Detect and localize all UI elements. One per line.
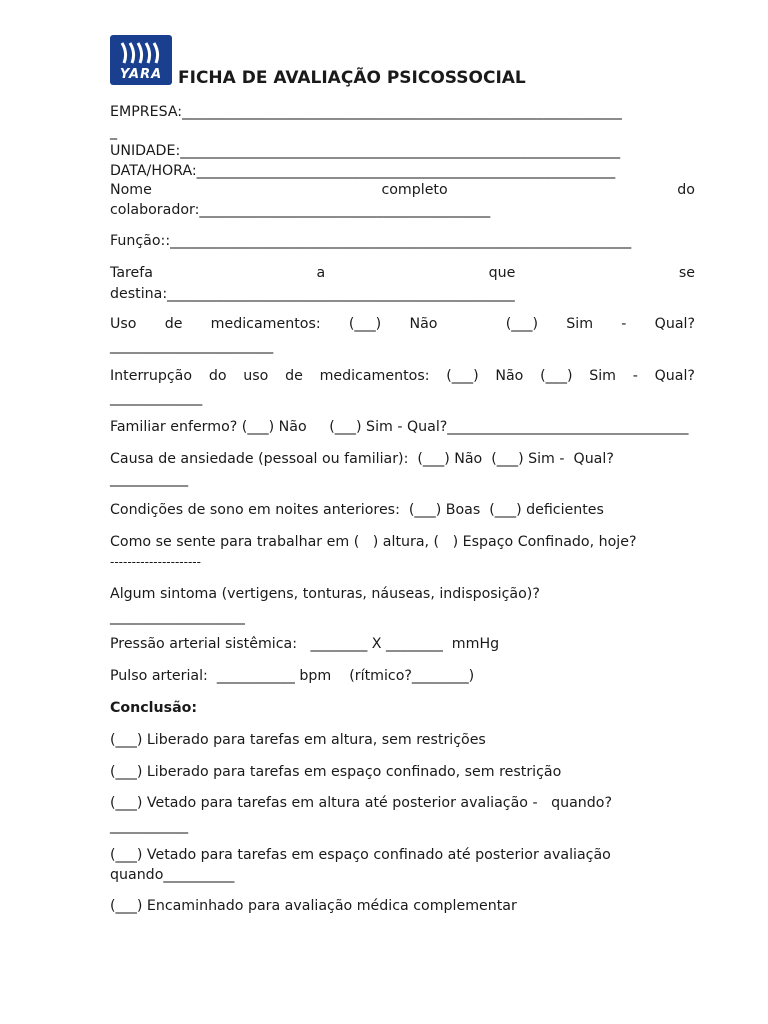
interrupcao-word: de (285, 368, 303, 384)
medicamentos-word: Não (409, 316, 438, 332)
familiar-enfermo-field[interactable]: Familiar enfermo? (___) Não (___) Sim - Qual?__________________________________ (110, 419, 689, 435)
yara-logo (110, 35, 172, 85)
interrupcao-sim-checkbox[interactable]: (___) (540, 368, 573, 384)
medicamentos-word: Uso (110, 316, 137, 332)
tarefa-word: a (316, 265, 326, 281)
logo-text: YARA (119, 67, 163, 82)
interrupcao-qual-field[interactable]: _____________ (110, 390, 203, 406)
data-hora-field[interactable]: DATA/HORA:___________________________________________________________ (110, 163, 616, 179)
medicamentos-word: - (621, 316, 627, 332)
unidade-field[interactable]: UNIDADE:______________________________________________________________ (110, 143, 621, 159)
medicamentos-nao-checkbox[interactable]: (___) (348, 316, 382, 332)
conclusao-item[interactable]: (___) Liberado para tarefas em espaço confinado, sem restrição (110, 764, 562, 780)
interrupcao-word: Interrupção (110, 368, 193, 384)
empresa-continuation: _ (110, 124, 118, 140)
interrupcao-word: Qual? (654, 368, 695, 384)
sente-answer-line[interactable]: --------------------- (110, 555, 201, 569)
medicamentos-word: medicamentos: (210, 316, 321, 332)
interrupcao-nao-checkbox[interactable]: (___) (446, 368, 479, 384)
interrupcao-word: Sim (589, 368, 617, 384)
conclusao-item[interactable]: (___) Vetado para tarefas em altura até posterior avaliação - quando? (110, 795, 613, 811)
interrupcao-word: Não (495, 368, 524, 384)
interrupcao-word: medicamentos: (319, 368, 430, 384)
interrupcao-line (110, 366, 695, 386)
conclusao-item[interactable]: (___) Liberado para tarefas em altura, sem restrições (110, 732, 486, 748)
medicamentos-word: de (164, 316, 183, 332)
conclusao-item[interactable]: (___) Encaminhado para avaliação médica complementar (110, 898, 517, 914)
colaborador-field[interactable]: colaborador:_________________________________________ (110, 202, 491, 218)
page-title: FICHA DE AVALIAÇÃO PSICOSSOCIAL (178, 68, 526, 88)
medicamentos-word: Sim (566, 316, 594, 332)
medicamentos-sim-checkbox[interactable]: (___) (505, 316, 539, 332)
nome-word: do (677, 182, 695, 198)
ansiedade-qual-field[interactable]: ___________ (110, 471, 189, 487)
conclusao-quando-line[interactable]: quando__________ (110, 867, 235, 883)
nome-word: completo (381, 182, 448, 198)
tarefa-word: se (678, 265, 695, 281)
conclusao-quando-line[interactable]: ___________ (110, 818, 189, 834)
medicamentos-word: Qual? (654, 316, 695, 332)
tarefa-word: que (488, 265, 516, 281)
nome-word: Nome (110, 182, 152, 198)
tarefa-line (110, 263, 695, 283)
interrupcao-word: uso (243, 368, 269, 384)
medicamentos-qual-field[interactable]: _______________________ (110, 338, 274, 354)
medicamentos-line (110, 314, 695, 334)
pressao-field[interactable]: Pressão arterial sistêmica: ________ X ________ mmHg (110, 636, 500, 652)
tarefa-word: Tarefa (110, 265, 153, 281)
interrupcao-word: do (208, 368, 227, 384)
sente-field[interactable]: Como se sente para trabalhar em ( ) altura, ( ) Espaço Confinado, hoje? (110, 534, 637, 550)
funcao-field[interactable]: Função::_________________________________________________________________ (110, 233, 632, 249)
sono-field[interactable]: Condições de sono em noites anteriores: (___) Boas (___) deficientes (110, 502, 604, 518)
interrupcao-word: - (632, 368, 638, 384)
viking-ship-icon (118, 39, 164, 67)
nome-line (110, 180, 695, 200)
pulso-field[interactable]: Pulso arterial: ___________ bpm (rítmico?________) (110, 668, 475, 684)
conclusao-item[interactable]: (___) Vetado para tarefas em espaço confinado até posterior avaliação (110, 847, 611, 863)
ansiedade-field[interactable]: Causa de ansiedade (pessoal ou familiar): (___) Não (___) Sim - Qual? (110, 451, 614, 467)
destina-field[interactable]: destina:_________________________________________________ (110, 286, 515, 302)
empresa-field[interactable]: EMPRESA:______________________________________________________________ (110, 104, 622, 120)
sintoma-answer-line[interactable]: ___________________ (110, 609, 245, 625)
sintoma-field[interactable]: Algum sintoma (vertigens, tonturas, náuseas, indisposição)? (110, 586, 540, 602)
conclusao-heading: Conclusão: (110, 700, 198, 716)
